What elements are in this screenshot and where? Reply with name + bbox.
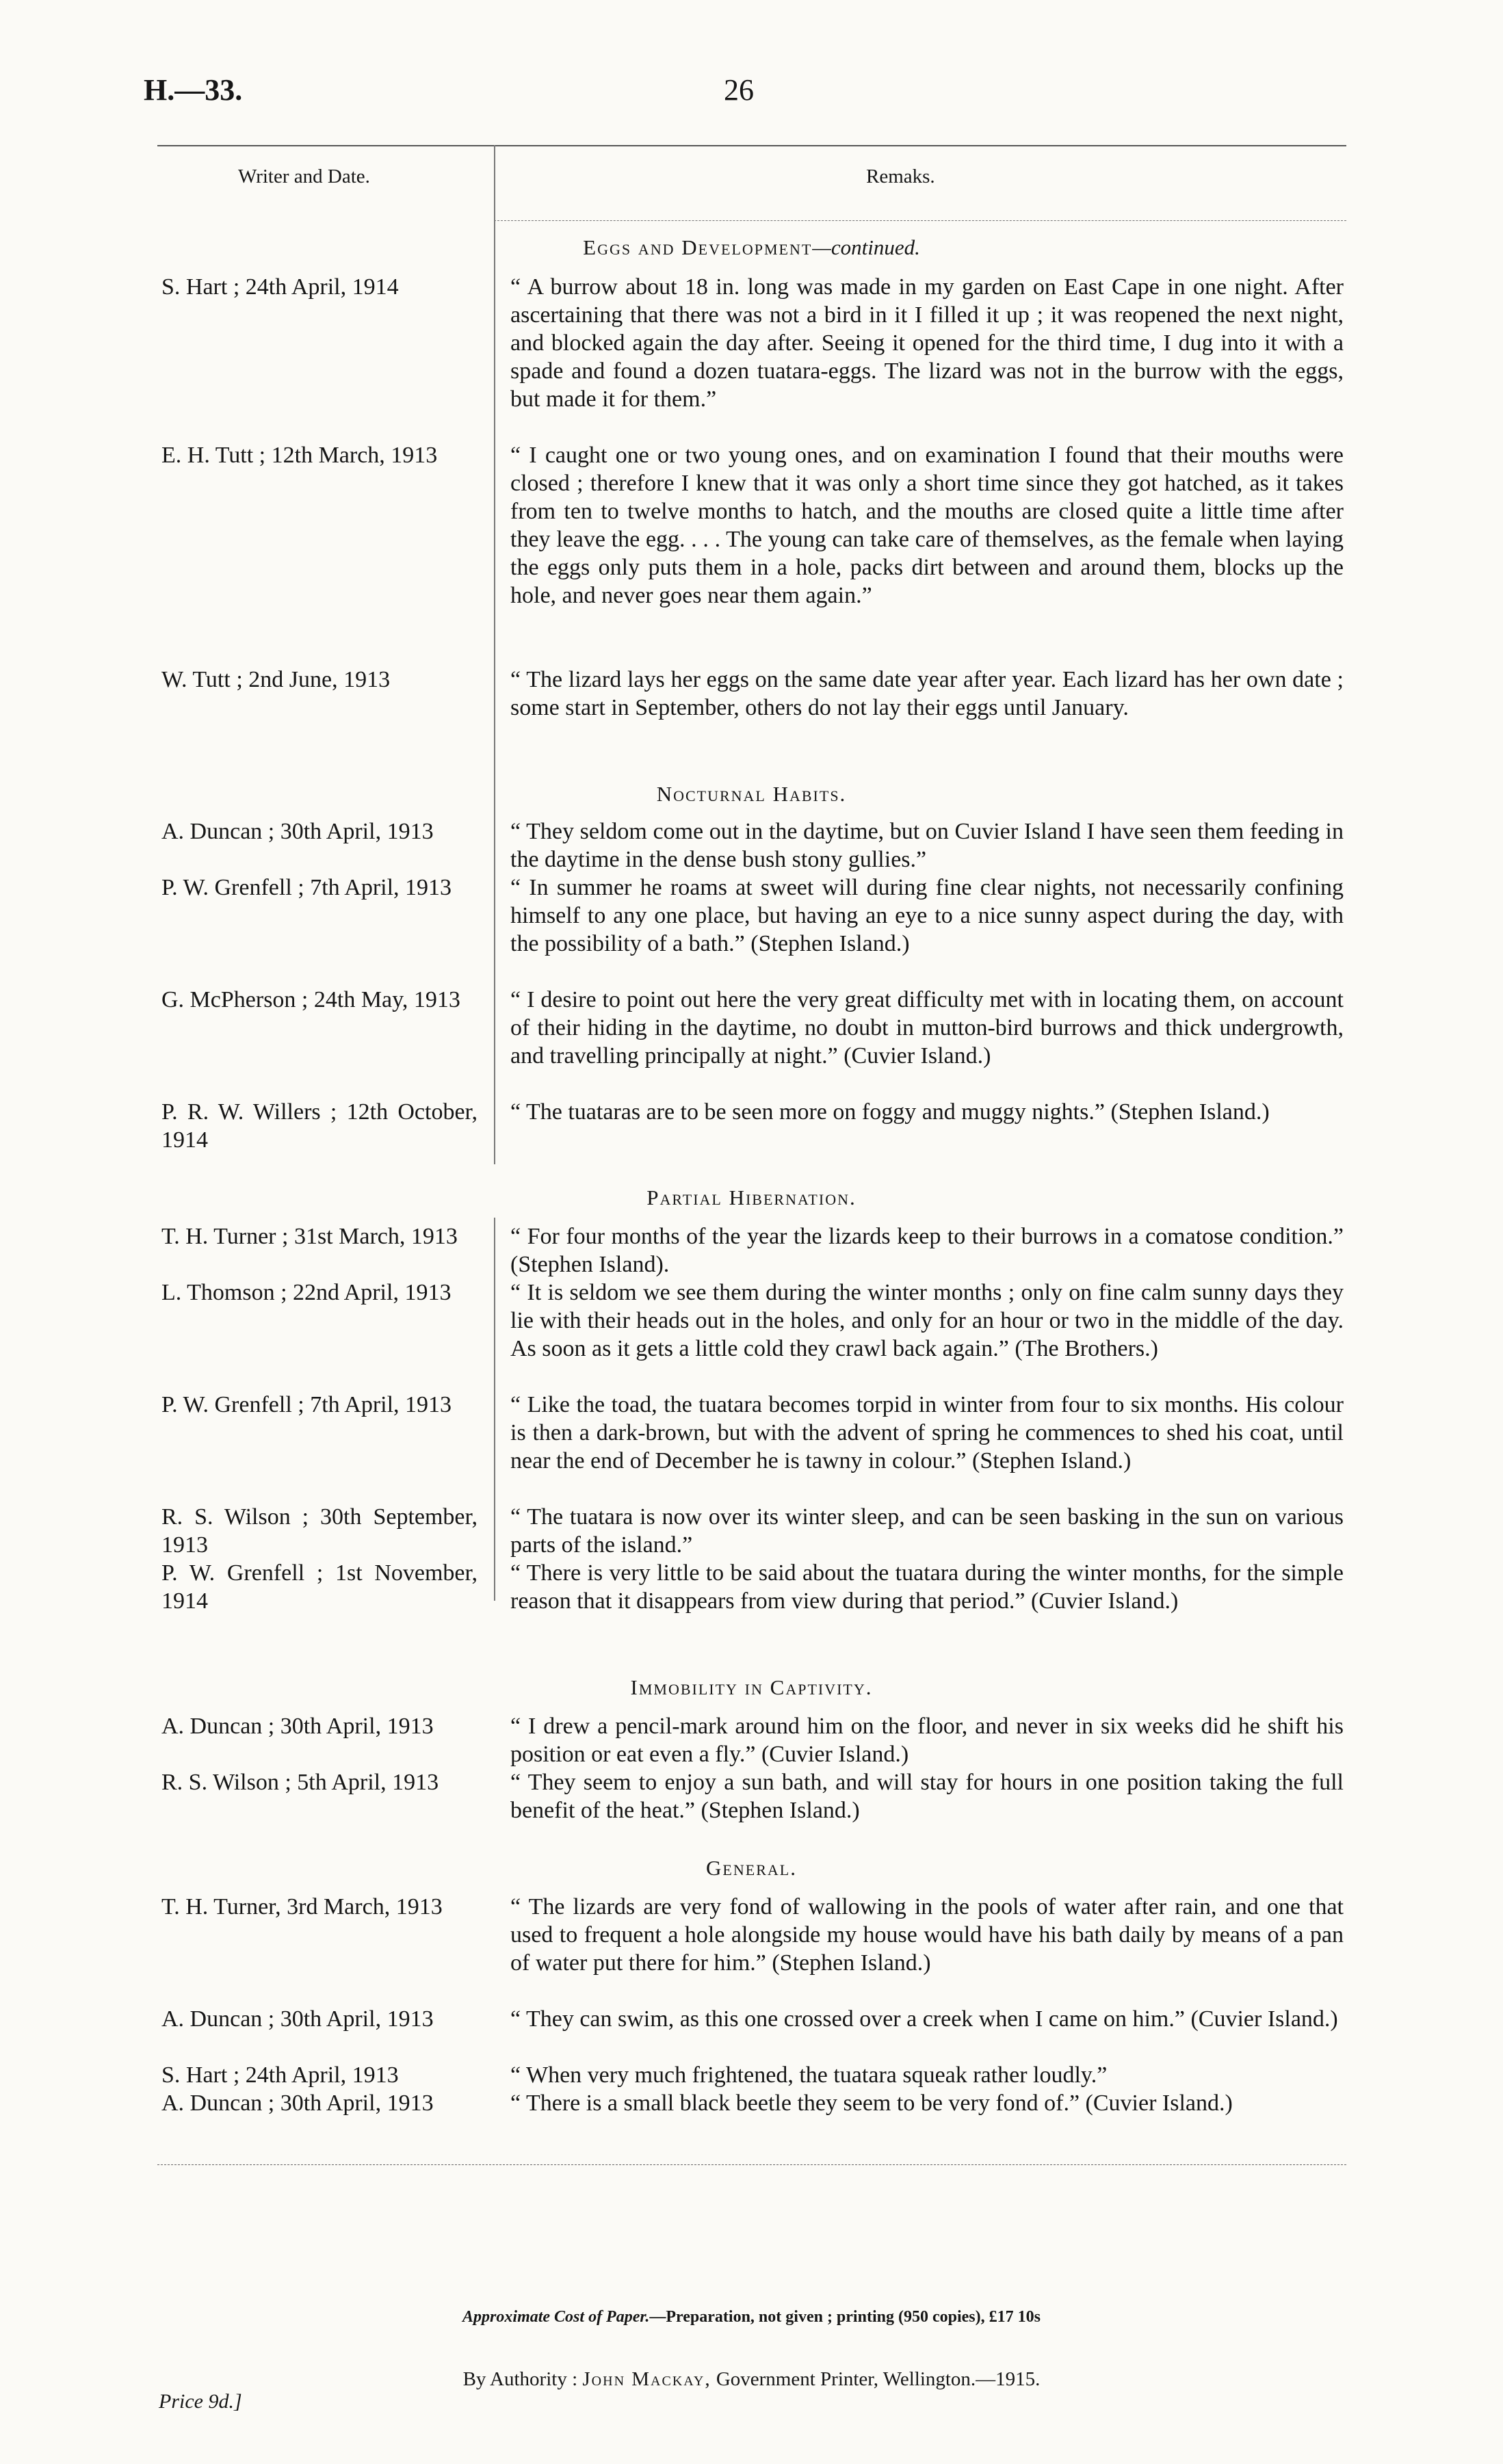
authority-prefix: By Authority : xyxy=(462,2368,578,2390)
section-title-suffix: —continued. xyxy=(812,235,920,259)
section-title: Eggs and Development xyxy=(583,235,813,259)
writer-column-header: Writer and Date. xyxy=(238,166,370,187)
authority-suffix: Government Printer, Wellington.—1915. xyxy=(716,2368,1041,2390)
column-divider xyxy=(494,145,495,1164)
cost-label: Approximate Cost of Paper. xyxy=(462,2308,650,2326)
entry-writer: P. W. Grenfell ; 7th April, 1913 xyxy=(161,875,452,900)
entry-writer: P. W. Grenfell ; 1st November, 1914 xyxy=(161,1560,478,1614)
entry-remark: “ In summer he roams at sweet will during fine clear nights, not necessarily confining himself to any one place, but having an eye to a nice sunny aspect during the day, with the possibility of a bath.” (Stephen Island.) xyxy=(510,875,1344,956)
entry-writer: A. Duncan ; 30th April, 1913 xyxy=(161,819,434,844)
entry-remark: “ It is seldom we see them during the winter months ; only on fine calm sunny days they lie with their heads out in the holes, and only for an hour or two in the middle of the day. As soon as it gets a little cold they crawl back again.” (The Brothers.) xyxy=(510,1280,1344,1361)
header-rule xyxy=(494,220,1346,221)
entry-remark: “ I drew a pencil-mark around him on the floor, and never in six weeks did he shift his position or eat even a fly.” (Cuvier Island.) xyxy=(510,1714,1344,1767)
entry-remark: “ The lizards are very fond of wallowing in the pools of water after rain, and one that used to frequent a hole alongside my house would have his bath daily by means of a pan of water put there for him.” (Stephen Island.) xyxy=(510,1894,1344,1976)
cost-text: —Preparation, not given ; printing (950 copies), £17 10s xyxy=(649,2308,1041,2326)
entry-writer: E. H. Tutt ; 12th March, 1913 xyxy=(161,443,438,468)
entry-remark: “ I caught one or two young ones, and on examination I found that their mouths were closed ; therefore I knew that it was only a short time since they got hatched, as it takes from ten to twelve months to hatch, and the mouths are closed quite a little time after they leave the egg. . . . The young can take care of themselves, as the female when laying the eggs only puts them in a hole, packs dirt between and around them, blocks up the hole, and never goes near them again.” xyxy=(510,443,1344,608)
entry-writer: T. H. Turner ; 31st March, 1913 xyxy=(161,1224,458,1249)
entry-writer: A. Duncan ; 30th April, 1913 xyxy=(161,1714,434,1739)
entry-writer: P. W. Grenfell ; 7th April, 1913 xyxy=(161,1392,452,1417)
cost-of-paper xyxy=(0,2308,1503,2327)
entry-remark: “ They seldom come out in the daytime, but on Cuvier Island I have seen them feeding in the daytime in the dense bush stony gullies.” xyxy=(510,819,1344,872)
entry-remark: “ They seem to enjoy a sun bath, and will stay for hours in one position taking the full benefit of the heat.” (Stephen Island.) xyxy=(510,1770,1344,1823)
authority-line xyxy=(0,2368,1503,2391)
entry-remark: “ Like the toad, the tuatara becomes torpid in winter from four to six months. His colour is then a dark-brown, but with the advent of spring he commences to shed his coat, until near the end of December he is tawny in colour.” (Stephen Island.) xyxy=(510,1392,1344,1473)
entry-remark: “ When very much frightened, the tuatara squeak rather loudly.” xyxy=(510,2062,1108,2088)
entry-writer: S. Hart ; 24th April, 1914 xyxy=(161,274,399,300)
page-number: 26 xyxy=(724,73,754,107)
entry-writer: T. H. Turner, 3rd March, 1913 xyxy=(161,1894,443,1919)
bottom-rule xyxy=(157,2164,1346,2165)
entry-remark: “ They can swim, as this one crossed over a creek when I came on him.” (Cuvier Island.) xyxy=(510,2006,1338,2032)
entry-remark: “ A burrow about 18 in. long was made in my garden on East Cape in one night. After ascertaining that there was not a bird in it I filled it up ; it was reopened the next night, and blocked again the day after. Seeing it opened for the third time, I dug into it with a spade and found a dozen tuatara-eggs. The lizard was not in the burrow with the eggs, but made it for them.” xyxy=(510,274,1344,412)
entry-writer: R. S. Wilson ; 5th April, 1913 xyxy=(161,1770,439,1795)
entry-remark: “ There is a small black beetle they seem to be very fond of.” (Cuvier Island.) xyxy=(510,2091,1233,2116)
entry-writer: A. Duncan ; 30th April, 1913 xyxy=(161,2091,434,2116)
entry-writer: L. Thomson ; 22nd April, 1913 xyxy=(161,1280,452,1305)
section-title: General. xyxy=(706,1856,797,1880)
remarks-column-header: Remaks. xyxy=(866,166,935,187)
entry-remark: “ The lizard lays her eggs on the same date year after year. Each lizard has her own date ; some start in September, others do not lay their eggs until January. xyxy=(510,667,1344,720)
entry-remark: “ I desire to point out here the very great difficulty met with in locating them, on account of their hiding in the daytime, no doubt in mutton-bird burrows and thick undergrowth, and travelling principally at night.” (Cuvier Island.) xyxy=(510,987,1344,1069)
section-title: Nocturnal Habits. xyxy=(656,782,847,806)
price: Price 9d.] xyxy=(159,2390,242,2413)
entry-remark: “ The tuataras are to be seen more on foggy and muggy nights.” (Stephen Island.) xyxy=(510,1099,1270,1125)
entry-remark: “ The tuatara is now over its winter sleep, and can be seen basking in the sun on various parts of the island.” xyxy=(510,1504,1344,1558)
entry-writer: P. R. W. Willers ; 12th October, 1914 xyxy=(161,1099,478,1153)
entry-writer: G. McPherson ; 24th May, 1913 xyxy=(161,987,460,1012)
entry-remark: “ There is very little to be said about the tuatara during the winter months, for the simple reason that it disappears from view during that period.” (Cuvier Island.) xyxy=(510,1560,1344,1614)
column-divider-lower xyxy=(494,1218,495,1601)
section-title: Immobility in Captivity. xyxy=(630,1675,873,1699)
section-title: Partial Hibernation. xyxy=(646,1185,857,1209)
document-code: H.—33. xyxy=(144,73,243,107)
top-rule xyxy=(157,145,1346,146)
entry-writer: S. Hart ; 24th April, 1913 xyxy=(161,2062,399,2088)
entry-remark: “ For four months of the year the lizards keep to their burrows in a comatose condition.” (Stephen Island). xyxy=(510,1224,1344,1277)
entry-writer: W. Tutt ; 2nd June, 1913 xyxy=(161,667,391,692)
entry-writer: A. Duncan ; 30th April, 1913 xyxy=(161,2006,434,2032)
printer-name: John Mackay, xyxy=(582,2368,711,2390)
entry-writer: R. S. Wilson ; 30th September, 1913 xyxy=(161,1504,478,1558)
